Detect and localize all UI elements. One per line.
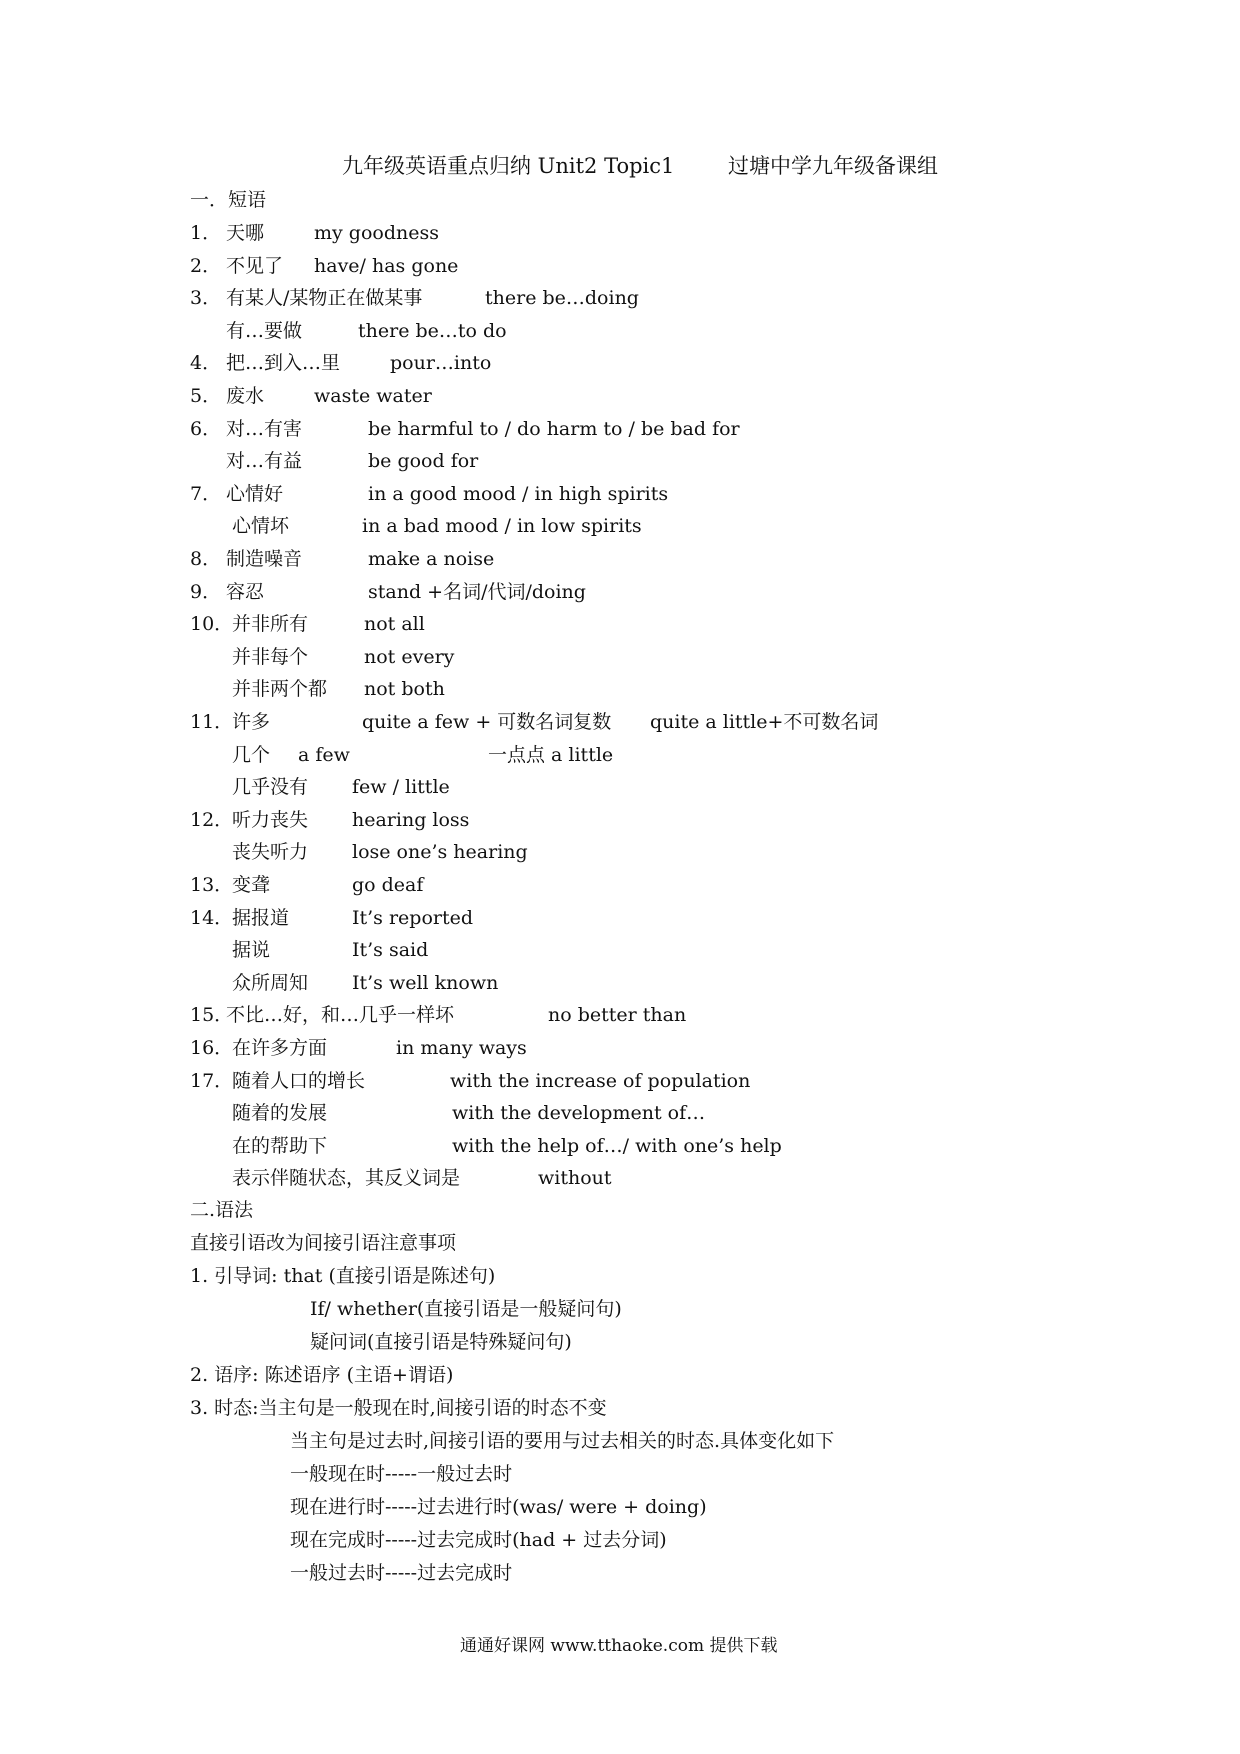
phrase-number: 4． — [190, 352, 222, 374]
phrase-chinese: 几乎没有 — [232, 776, 309, 798]
phrase-english: with the increase of population — [450, 1070, 751, 1092]
phrase-english: no better than — [548, 1004, 687, 1026]
phrase-english: a few — [298, 744, 350, 766]
footer-text: 通通好课网 www.tthaoke.com 提供下载 — [460, 1636, 778, 1656]
grammar-line: 疑问词(直接引语是特殊疑问句) — [310, 1331, 572, 1353]
phrase-english-alt: quite a little+不可数名词 — [650, 711, 879, 733]
phrase-chinese: 变聋 — [232, 874, 271, 896]
phrase-chinese: 不见了 — [226, 255, 284, 277]
phrase-english: my goodness — [314, 222, 439, 244]
phrase-number: 17． — [190, 1070, 234, 1092]
phrase-english: stand +名词/代词/doing — [368, 581, 586, 603]
phrase-chinese: 据说 — [232, 939, 271, 961]
grammar-line: 一般过去时-----过去完成时 — [290, 1562, 513, 1584]
phrase-chinese: 有某人/某物正在做某事 — [226, 287, 423, 309]
phrase-number: 14． — [190, 907, 234, 929]
phrase-chinese: 心情坏 — [232, 515, 290, 537]
phrase-chinese: 众所周知 — [232, 972, 309, 994]
phrase-number: 13． — [190, 874, 234, 896]
phrase-chinese: 制造噪音 — [226, 548, 303, 570]
phrase-english: waste water — [314, 385, 432, 407]
phrase-english: without — [538, 1167, 612, 1189]
phrase-number: 7． — [190, 483, 222, 505]
phrase-chinese: 对…有益 — [226, 450, 303, 472]
phrase-chinese: 并非所有 — [232, 613, 309, 635]
phrase-chinese: 心情好 — [226, 483, 284, 505]
phrase-chinese: 对…有害 — [226, 418, 303, 440]
phrase-chinese: 并非每个 — [232, 646, 309, 668]
grammar-line: 1. 引导词: that (直接引语是陈述句) — [190, 1265, 496, 1287]
phrase-english: have/ has gone — [314, 255, 459, 277]
phrase-number: 16． — [190, 1037, 234, 1059]
phrase-english: in a good mood / in high spirits — [368, 483, 669, 505]
phrase-chinese: 丧失听力 — [232, 841, 309, 863]
phrase-english: pour…into — [390, 352, 492, 374]
phrase-chinese: 废水 — [226, 385, 265, 407]
phrase-english: few / little — [352, 776, 450, 798]
phrase-chinese: 并非两个都 — [232, 678, 328, 700]
phrase-number: 11． — [190, 711, 234, 733]
phrase-number: 3． — [190, 287, 222, 309]
phrase-chinese: 表示伴随状态，其反义词是 — [232, 1167, 461, 1189]
phrase-english: there be…doing — [485, 287, 639, 309]
phrase-chinese: 几个 — [232, 744, 271, 766]
phrase-chinese: 听力丧失 — [232, 809, 309, 831]
phrase-chinese: 在许多方面 — [232, 1037, 328, 1059]
phrase-english: It’s reported — [352, 907, 474, 929]
phrase-english: there be…to do — [358, 320, 507, 342]
phrase-english: hearing loss — [352, 809, 470, 831]
grammar-line: If/ whether(直接引语是一般疑问句) — [310, 1298, 622, 1320]
phrase-english: with the help of…/ with one’s help — [452, 1135, 782, 1157]
grammar-line: 现在完成时-----过去完成时(had + 过去分词) — [290, 1529, 667, 1551]
phrase-number: 6． — [190, 418, 222, 440]
phrase-english: be harmful to / do harm to / be bad for — [368, 418, 740, 440]
school-name: 过塘中学九年级备课组 — [728, 154, 938, 178]
phrase-number: 5． — [190, 385, 222, 407]
phrase-chinese: 有…要做 — [226, 320, 303, 342]
phrase-english: not all — [364, 613, 425, 635]
phrase-english: go deaf — [352, 874, 424, 896]
section-heading-phrases: 一．短语 — [190, 189, 267, 211]
phrase-number: 12． — [190, 809, 234, 831]
phrase-english: not every — [364, 646, 455, 668]
grammar-line: 一般现在时-----一般过去时 — [290, 1463, 513, 1485]
phrase-chinese: 随着的发展 — [232, 1102, 328, 1124]
phrase-number: 15． — [190, 1004, 234, 1026]
section-heading-grammar: 二.语法 — [190, 1199, 254, 1221]
grammar-line: 3. 时态:当主句是一般现在时,间接引语的时态不变 — [190, 1397, 607, 1419]
phrase-chinese: 把…到入…里 — [226, 352, 341, 374]
phrase-english: quite a few + 可数名词复数 — [362, 711, 612, 733]
phrase-english: not both — [364, 678, 445, 700]
phrase-chinese: 容忍 — [226, 581, 265, 603]
phrase-chinese: 随着人口的增长 — [232, 1070, 366, 1092]
phrase-english: in a bad mood / in low spirits — [362, 515, 642, 537]
phrase-chinese: 在的帮助下 — [232, 1135, 328, 1157]
phrase-chinese: 据报道 — [232, 907, 290, 929]
phrase-english: It’s well known — [352, 972, 499, 994]
phrase-english: lose one’s hearing — [352, 841, 528, 863]
phrase-chinese: 天哪 — [226, 222, 265, 244]
phrase-number: 10． — [190, 613, 234, 635]
grammar-line: 2. 语序: 陈述语序 (主语+谓语) — [190, 1364, 454, 1386]
grammar-subheading: 直接引语改为间接引语注意事项 — [190, 1232, 457, 1254]
phrase-number: 8． — [190, 548, 222, 570]
phrase-chinese: 不比…好，和…几乎一样坏 — [226, 1004, 455, 1026]
phrase-chinese: 许多 — [232, 711, 271, 733]
grammar-line: 当主句是过去时,间接引语的要用与过去相关的时态.具体变化如下 — [290, 1430, 835, 1452]
phrase-english: in many ways — [396, 1037, 527, 1059]
phrase-number: 9． — [190, 581, 222, 603]
phrase-english: make a noise — [368, 548, 495, 570]
document-title: 九年级英语重点归纳 Unit2 Topic1 — [342, 154, 675, 178]
phrase-english-alt: 一点点 a little — [488, 744, 614, 766]
phrase-english: with the development of… — [452, 1102, 706, 1124]
phrase-english: It’s said — [352, 939, 429, 961]
phrase-number: 2． — [190, 255, 222, 277]
phrase-english: be good for — [368, 450, 479, 472]
grammar-line: 现在进行时-----过去进行时(was/ were + doing) — [290, 1496, 707, 1518]
phrase-number: 1． — [190, 222, 222, 244]
